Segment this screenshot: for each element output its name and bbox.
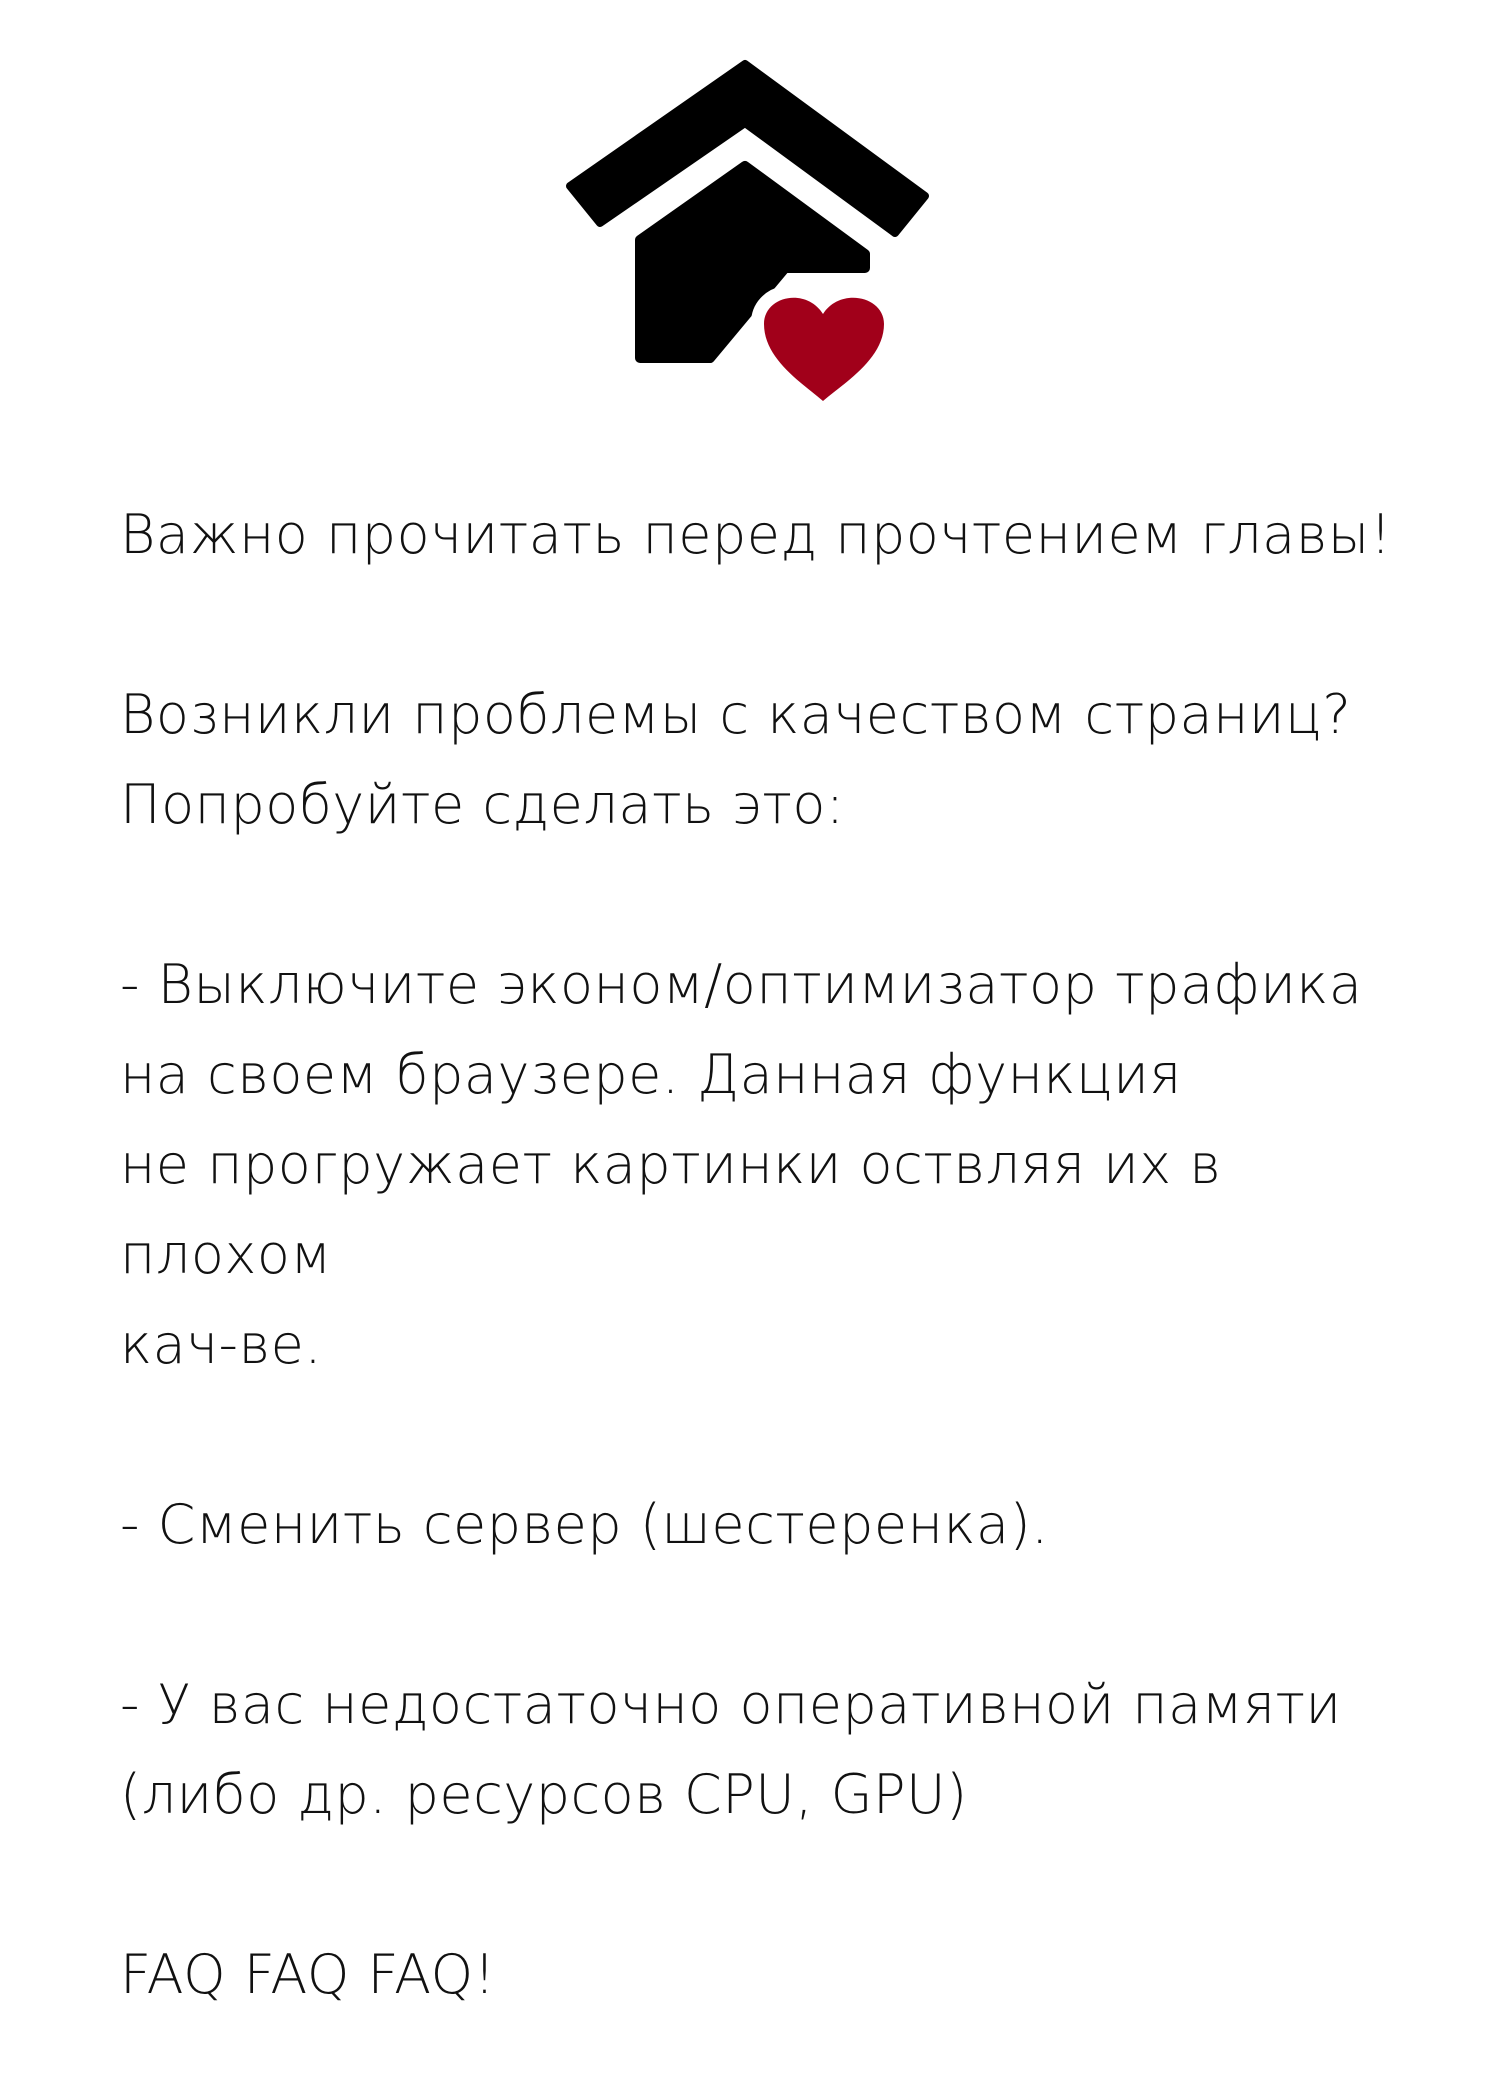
house-heart-logo: [560, 58, 940, 418]
tip-change-server: - Сменить сервер (шестеренка).: [120, 1493, 1049, 1556]
heart-icon: [758, 292, 890, 408]
faq-text: FAQ FAQ FAQ!: [120, 1943, 496, 2006]
spacer: [120, 850, 1400, 940]
heading-text: Важно прочитать перед прочтением главы!: [120, 503, 1392, 566]
spacer: [120, 580, 1400, 670]
tip-memory: - У вас недостаточно оперативной памяти (либо др. ресурсов CPU, GPU): [120, 1673, 1342, 1826]
notice-text: [120, 490, 1400, 2020]
spacer: [120, 1570, 1400, 1660]
question-text: Возникли проблемы с качеством страниц? Попробуйте сделать это:: [120, 683, 1352, 836]
tip-traffic-saver: - Выключите эконом/оптимизатор трафика на своем браузере. Данная функция не прогружает картинки оствляя их в плохом кач-ве.: [120, 953, 1363, 1376]
spacer: [120, 1840, 1400, 1930]
spacer: [120, 1390, 1400, 1480]
